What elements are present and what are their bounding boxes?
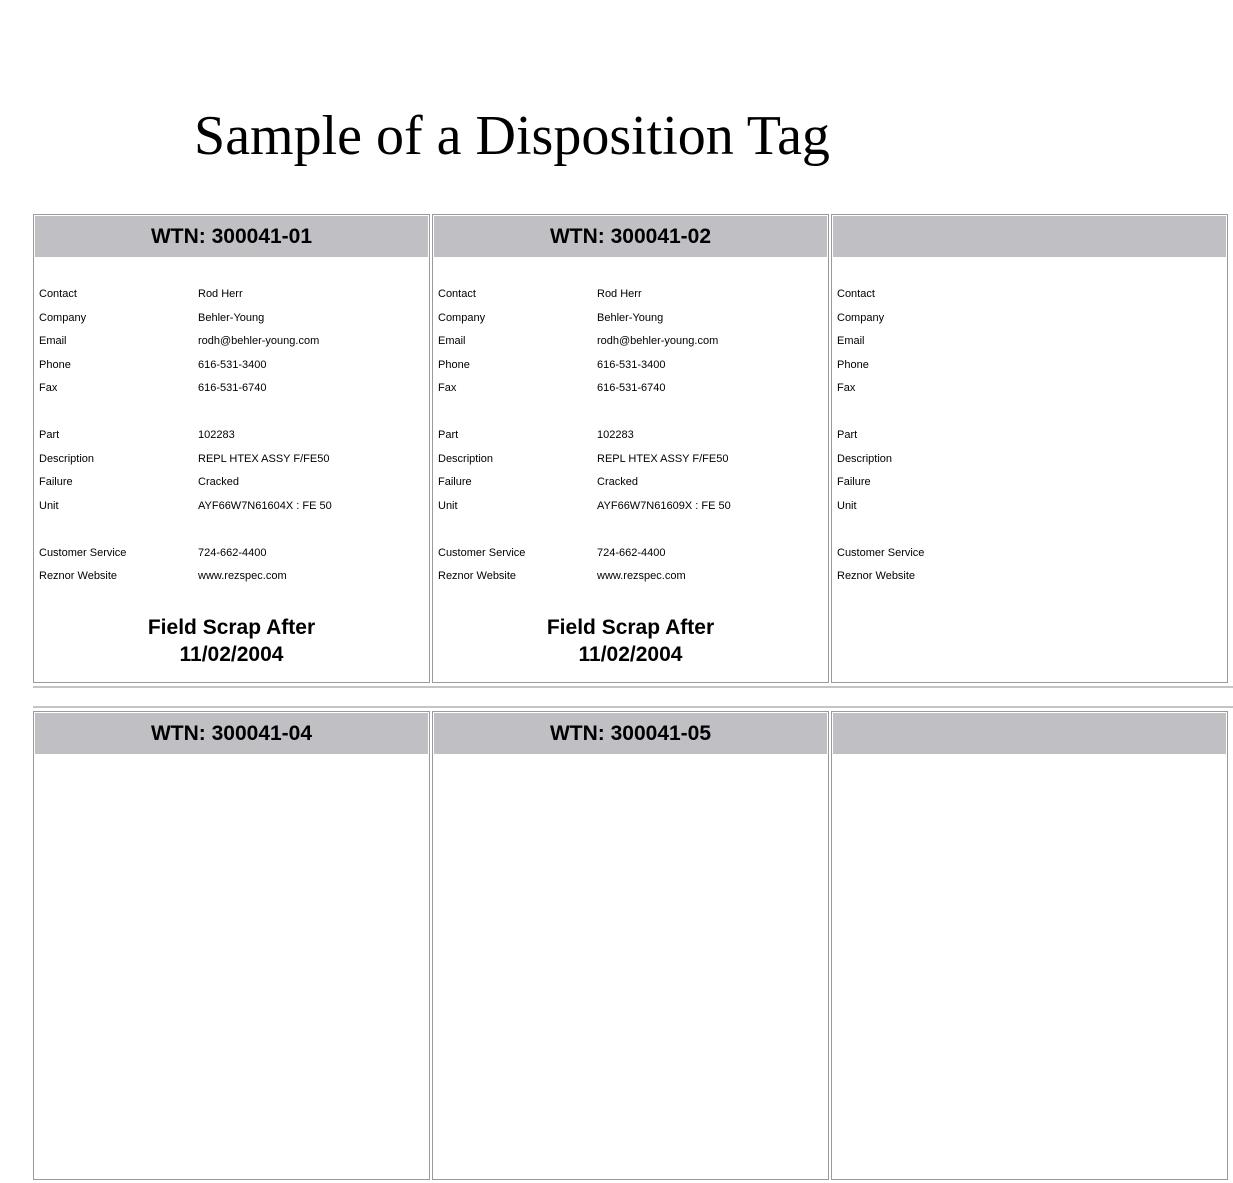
field-value: 724-662-4400 — [597, 546, 666, 559]
field-value: AYF66W7N61604X : FE 50 — [198, 499, 332, 512]
field-value: rodh@behler-young.com — [597, 335, 719, 347]
wtn-number: 300041-05 — [610, 722, 712, 745]
field-label: Unit — [837, 499, 857, 512]
wtn-prefix: WTN: — [549, 225, 611, 248]
field-value: 724-662-4400 — [198, 546, 267, 559]
field-label: Company — [438, 311, 486, 324]
field-value: 102283 — [597, 429, 634, 441]
field-part — [438, 424, 824, 448]
tag-row-2 — [33, 706, 1233, 1183]
field-label: Company — [837, 311, 885, 324]
field-value: REPL HTEX ASSY F/FE50 — [198, 452, 330, 465]
field-value: Rod Herr — [198, 288, 243, 300]
field-fax — [39, 377, 425, 401]
field-label: Customer Service — [837, 546, 925, 559]
disposition-tag — [432, 711, 829, 1180]
field-value: 616-531-3400 — [198, 358, 267, 371]
scrap-date: 11/02/2004 — [578, 643, 683, 666]
spacer — [438, 401, 824, 425]
field-value: www.rezspec.com — [198, 570, 287, 582]
field-value: Behler-Young — [198, 311, 265, 324]
field-value: AYF66W7N61609X : FE 50 — [597, 499, 731, 512]
field-value: 616-531-6740 — [198, 382, 267, 394]
field-label: Failure — [438, 476, 472, 488]
field-label: Part — [39, 429, 60, 441]
field-label: Failure — [837, 476, 871, 488]
field-label: Email — [39, 335, 67, 347]
field-customer-service — [39, 542, 425, 566]
field-value: Cracked — [597, 476, 638, 488]
field-email — [438, 330, 824, 354]
field-label: Description — [39, 452, 95, 465]
field-label: Customer Service — [39, 546, 127, 559]
field-email — [39, 330, 425, 354]
field-description — [438, 448, 824, 472]
tag-header — [35, 216, 428, 257]
tag-header — [434, 216, 827, 257]
field-label: Description — [837, 452, 893, 465]
field-description — [39, 448, 425, 472]
slide-title: Sample of a Disposition Tag — [194, 105, 830, 167]
field-failure — [837, 471, 1223, 495]
field-unit — [39, 495, 425, 519]
scrap-date: 11/02/2004 — [179, 643, 284, 666]
field-label: Phone — [39, 358, 71, 371]
field-customer-service — [837, 542, 1223, 566]
field-failure — [39, 471, 425, 495]
field-company — [438, 307, 824, 331]
tag-header — [434, 713, 827, 754]
tag-row-1 — [33, 211, 1233, 688]
field-label: Reznor Website — [39, 570, 118, 582]
wtn-prefix: WTN: — [150, 225, 212, 248]
field-website — [837, 565, 1223, 589]
spacer — [39, 518, 425, 542]
field-label: Part — [837, 429, 858, 441]
field-label: Fax — [837, 382, 856, 394]
field-phone — [39, 354, 425, 378]
field-label: Email — [837, 335, 865, 347]
field-fax — [837, 377, 1223, 401]
field-scrap-notice — [433, 614, 828, 668]
field-label: Unit — [438, 499, 458, 512]
field-part — [837, 424, 1223, 448]
field-contact — [837, 283, 1223, 307]
field-value: 616-531-3400 — [597, 358, 666, 371]
field-label: Reznor Website — [837, 570, 916, 582]
field-website — [438, 565, 824, 589]
field-value: rodh@behler-young.com — [198, 335, 320, 347]
disposition-tag — [432, 214, 829, 683]
field-label: Email — [438, 335, 466, 347]
spacer — [438, 518, 824, 542]
field-label: Unit — [39, 499, 59, 512]
field-label: Part — [438, 429, 459, 441]
disposition-tag — [831, 711, 1228, 1180]
field-phone — [438, 354, 824, 378]
field-contact — [438, 283, 824, 307]
field-value: www.rezspec.com — [597, 570, 686, 582]
field-label: Company — [39, 311, 87, 324]
field-value: 616-531-6740 — [597, 382, 666, 394]
disposition-tag — [33, 711, 430, 1180]
field-value: Behler-Young — [597, 311, 664, 324]
field-part — [39, 424, 425, 448]
field-company — [837, 307, 1223, 331]
wtn-number: 300041-01 — [211, 225, 313, 248]
field-description — [837, 448, 1223, 472]
field-label: Contact — [837, 288, 875, 300]
wtn-prefix: WTN: — [549, 722, 611, 745]
field-unit — [837, 495, 1223, 519]
spacer — [837, 401, 1223, 425]
field-unit — [438, 495, 824, 519]
field-phone — [837, 354, 1223, 378]
field-email — [837, 330, 1223, 354]
field-company — [39, 307, 425, 331]
field-website — [39, 565, 425, 589]
field-label: Reznor Website — [438, 570, 517, 582]
field-label: Phone — [438, 358, 470, 371]
field-label: Phone — [837, 358, 869, 371]
field-label: Customer Service — [438, 546, 526, 559]
field-customer-service — [438, 542, 824, 566]
field-scrap-notice — [34, 614, 429, 668]
scrap-line-1: Field Scrap After — [147, 616, 316, 639]
scrap-line-1: Field Scrap After — [546, 616, 715, 639]
tag-header — [833, 216, 1226, 257]
field-value: REPL HTEX ASSY F/FE50 — [597, 452, 729, 465]
disposition-tag — [33, 214, 430, 683]
tag-header — [833, 713, 1226, 754]
field-label: Contact — [39, 288, 77, 300]
wtn-number: 300041-04 — [211, 722, 313, 745]
field-label: Description — [438, 452, 494, 465]
disposition-tag — [831, 214, 1228, 683]
field-value: Rod Herr — [597, 288, 642, 300]
spacer — [837, 518, 1223, 542]
field-fax — [438, 377, 824, 401]
tag-sheet — [33, 211, 925, 768]
tag-header — [35, 713, 428, 754]
field-contact — [39, 283, 425, 307]
field-label: Fax — [438, 382, 457, 394]
field-label: Fax — [39, 382, 58, 394]
field-label: Failure — [39, 476, 73, 488]
field-label: Contact — [438, 288, 476, 300]
field-value: 102283 — [198, 429, 235, 441]
wtn-prefix: WTN: — [150, 722, 212, 745]
field-value: Cracked — [198, 476, 239, 488]
wtn-number: 300041-02 — [610, 225, 712, 248]
spacer — [39, 401, 425, 425]
field-failure — [438, 471, 824, 495]
